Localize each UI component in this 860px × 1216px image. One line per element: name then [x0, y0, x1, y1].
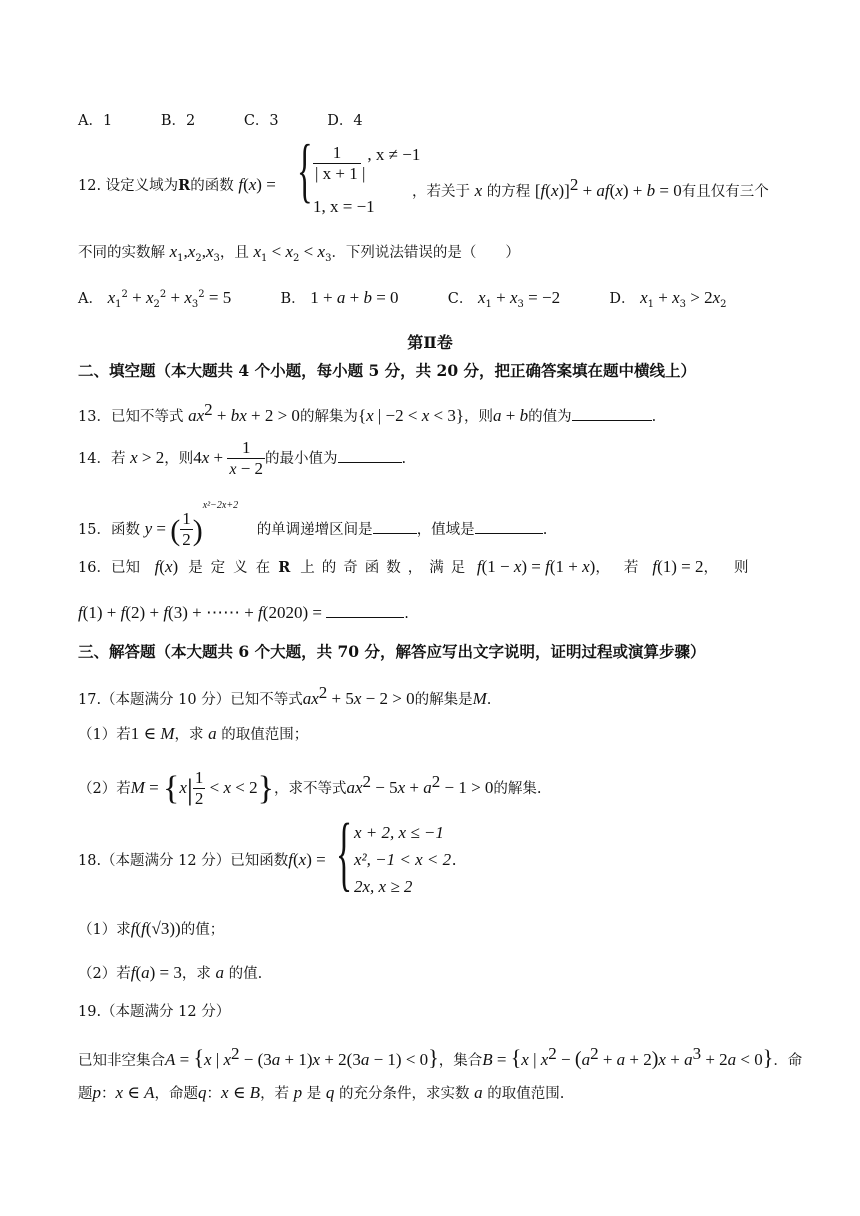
q17-stem: 17.（本题满分 10 分）已知不等式$ax^2 + 5x - 2 > 0$的解集是M. — [78, 683, 492, 708]
q19-label: 19.（本题满分 12 分） — [78, 1004, 231, 1020]
q16-line1: 16．已知 f(x) 是定义在R 上的奇函数，满足 f(1 − x) = f(1 + x)，若f(1) = 2，则 — [78, 557, 765, 576]
q18-case1: x + 2, x ≤ −1 — [354, 823, 444, 842]
q12-options — [78, 287, 794, 311]
q17-part2: （2）若M = {x| $\frac{1}{2}$ < x < 2}，求不等式$ax^2 - 5x + a^2 - 1 > 0$的解集. — [78, 767, 542, 808]
q18-stem: 18.（本题满分 12 分）已知函数f(x) = — [78, 850, 326, 869]
q11-option-c: C．3 — [243, 113, 279, 129]
q13-answer-blank[interactable] — [572, 408, 652, 421]
q18-case3: 2x, x ≥ 2 — [354, 877, 413, 896]
q12-line2: 不同的实数解 $x_1,x_2,x_3$，且 $x_1 < x_2 < x_3$．下列说法错误的是（ ） — [78, 242, 520, 264]
q11-option-b: B．2 — [160, 113, 196, 129]
q16-line2: f(1) + f(2) + f(3) + ⋯⋯ + f(2020) = . — [78, 603, 409, 622]
q12-case1: $\frac{1}{| x + 1 |}$ , x ≠ −1 — [315, 143, 421, 183]
q12-option-c: C． $x_1 + x_3 = -2$ — [447, 288, 561, 310]
q15-blank-2[interactable] — [475, 521, 543, 534]
section2-header: 二、填空题（本大题共 4 个小题，每小题 5 分，共 20 分，把正确答案填在题中横线上） — [78, 361, 697, 380]
q12-line1: 12. 设定义域为R的函数 f(x) = — [78, 175, 276, 194]
q18-part2: （2）若f(a) = 3，求 a 的值. — [78, 963, 263, 982]
q14-answer-blank[interactable] — [338, 450, 402, 463]
q19-line2: 题p：x ∈ A，命题q：x ∈ B，若 p 是 q 的充分条件，求实数 a 的取值范围. — [78, 1083, 565, 1102]
section3-header: 三、解答题（本大题共 6 个大题，共 70 分，解答应写出文字说明，证明过程或演算步骤） — [78, 642, 706, 661]
q12-option-b: B． 1 + a + b = 0 — [280, 288, 399, 307]
q12-line1-end: ，若关于 x 的方程 $[f(x)]^2 + af(x) + b = 0$有且仅有三个 — [412, 175, 769, 200]
q12-option-d: D． $x_1 + x_3 > 2x_2$ — [609, 288, 727, 310]
q19-line1: 已知非空集合A = {x | $x^2 - (3a + 1)x + 2(3a - 1) < 0$}，集合B = {x | $x^2 - (a^2 + a + 2)x + a^3 + 2a < 0$}．命 — [78, 1044, 803, 1070]
q11-options — [78, 112, 794, 130]
q15-blank-1[interactable] — [373, 521, 417, 534]
q16-answer-blank[interactable] — [326, 605, 404, 618]
q12-case2: 1, x = −1 — [313, 197, 375, 216]
q18-brace: { — [336, 807, 353, 900]
q18-part1: （1）求f(f(√3))的值； — [78, 919, 225, 938]
q14: 14．若 x > 2，则4x + $\frac{1}{x - 2}$ 的最小值为 . — [78, 438, 407, 478]
q12-brace: { — [297, 130, 313, 210]
q11-option-d: D．4 — [327, 113, 363, 129]
q15: 15．函数 y = ( $\frac{1}{2}$ )$^{x^2-2x+2}$ 的单调递增区间是 ，值域是 . — [78, 500, 548, 549]
part2-title: 第Ⅱ卷 — [407, 333, 453, 352]
q13: 13．已知不等式 $ax^2$ + bx + 2 > 0的解集为{x | −2 < x < 3}，则a + b的值为 . — [78, 400, 657, 425]
q12-option-a: A． $x_1^2 + x_2^2 + x_3^2 = 5$ — [78, 288, 232, 310]
q11-option-a: A．1 — [78, 113, 113, 129]
q17-part1: （1）若1 ∈ M，求 a 的取值范围； — [78, 724, 309, 743]
q18-case2: x², −1 < x < 2 — [354, 850, 452, 869]
